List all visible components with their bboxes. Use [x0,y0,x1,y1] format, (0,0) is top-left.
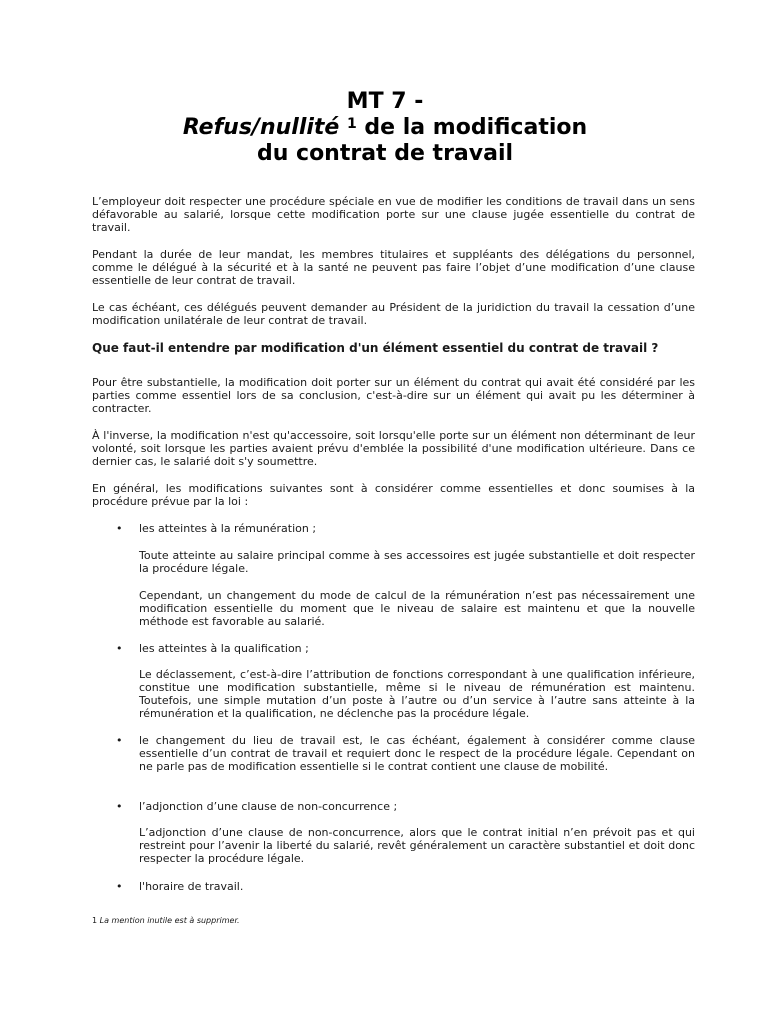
bullet-item: les atteintes à la rémunération ; [139,522,317,535]
bullet-detail: L’adjonction d’une clause de non-concurrence, alors que le contrat initial n’en prévoit pas et qui restreint pour l’avenir la liberté du salarié, revêt généralement un caractère substantiel et doit donc respecter la procédure légale. [139,826,695,865]
footnote-text: La mention inutile est à supprimer. [99,916,240,925]
bullet-marker: • [116,880,123,893]
footnote-number: 1 [92,916,98,925]
page-title-line-3: du contrat de travail [256,141,514,166]
bullet-marker: • [116,522,123,535]
section-heading: Que faut-il entendre par modification d'un élément essentiel du contrat de travail ? [92,341,659,355]
bullet-marker: • [116,734,123,747]
intro-paragraph: Pendant la durée de leur mandat, les membres titulaires et suppléants des délégations du personnel, comme le délégué à la sécurité et à la santé ne peuvent pas faire l’objet d’une modification d’une clause essentielle de leur contrat de travail. [92,248,695,287]
bullet-item: le changement du lieu de travail est, le cas échéant, également à considérer comme clause essentielle d’un contrat de travail et requiert donc le respect de la procédure légale. Cependant on ne parle pas de modification essentielle si le contrat contient une clause de mobilité. [139,734,695,773]
section-paragraph: En général, les modifications suivantes sont à considérer comme essentielles et donc soumises à la procédure prévue par la loi : [92,482,695,508]
footnote [92,916,240,926]
page-title-line-1: MT 7 - [346,89,424,114]
bullet-item: l'horaire de travail. [139,880,244,893]
bullet-detail: Le déclassement, c’est-à-dire l’attribution de fonctions correspondant à une qualification inférieure, constitue une modification substantielle, même si le niveau de rémunération est maintenu. Toutefois, une simple mutation d’un poste à l’autre ou d’un service à l’autre sans atteinte à la rémunération et la qualification, ne déclenche pas la procédure légale. [139,668,695,720]
section-paragraph: Pour être substantielle, la modification doit porter sur un élément du contrat qui avait été considéré par les parties comme essentiel lors de sa conclusion, c'est-à-dire sur un élément qui avait pu les déterminer à contracter. [92,376,695,415]
title-italic-term: Refus/nullité [182,115,340,140]
bullet-item: les atteintes à la qualification ; [139,642,309,655]
bullet-item: l’adjonction d’une clause de non-concurrence ; [139,800,398,813]
section-paragraph: À l'inverse, la modification n'est qu'accessoire, soit lorsqu'elle porte sur un élément non déterminant de leur volonté, soit lorsque les parties avaient prévu d'emblée la possibilité d'une modification ultérieure. Dans ce dernier cas, le salarié doit s'y soumettre. [92,429,695,468]
intro-paragraph: Le cas échéant, ces délégués peuvent demander au Président de la juridiction du travail la cessation d’une modification unilatérale de leur contrat de travail. [92,301,695,327]
bullet-detail: Toute atteinte au salaire principal comme à ses accessoires est jugée substantielle et doit respecter la procédure légale. [139,549,695,575]
bullet-marker: • [116,642,123,655]
intro-paragraph: L’employeur doit respecter une procédure spéciale en vue de modifier les conditions de travail dans un sens défavorable au salarié, lorsque cette modification porte sur une clause jugée essentielle du contrat de travail. [92,195,695,234]
footnote-reference[interactable]: 1 [347,116,357,132]
page-title-line-2 [0,115,770,141]
title-rest: de la modification [356,115,588,140]
bullet-marker: • [116,800,123,813]
bullet-detail: Cependant, un changement du mode de calcul de la rémunération n’est pas nécessairement une modification essentielle du moment que le niveau de salaire est maintenu et que la nouvelle méthode est favorable au salarié. [139,589,695,628]
